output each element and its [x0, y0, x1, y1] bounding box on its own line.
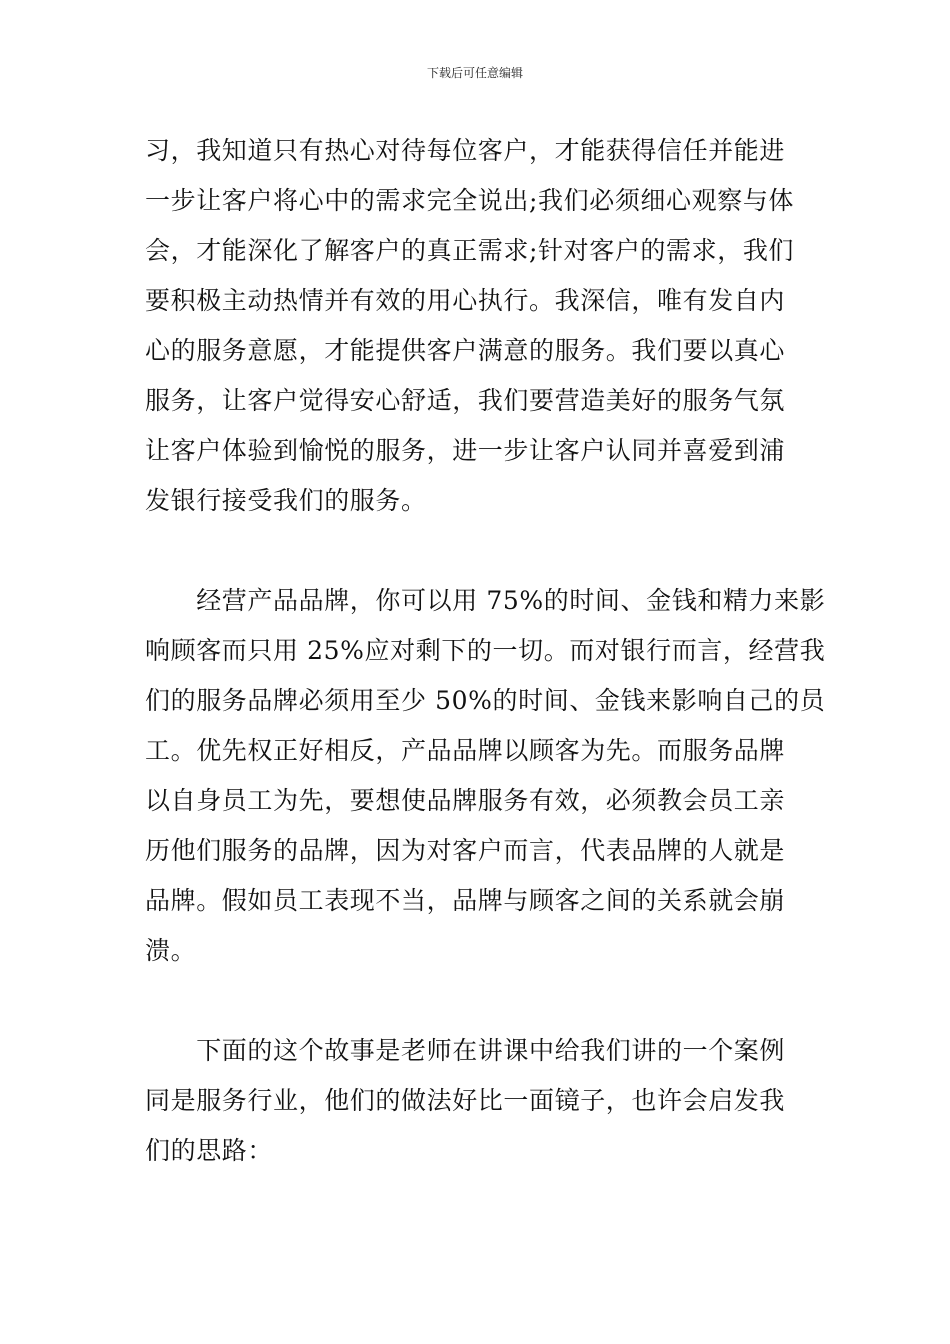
document-body: [145, 126, 826, 1176]
text-line: 工。优先权正好相反，产品品牌以顾客为先。而服务品牌: [145, 736, 786, 765]
text-line: 心的服务意愿，才能提供客户满意的服务。我们要以真心: [145, 336, 786, 365]
paragraph-service-attitude: [145, 126, 815, 526]
text-line: 品牌。假如员工表现不当，品牌与顾客之间的关系就会崩: [145, 886, 786, 915]
paragraph-story-intro: [145, 1026, 815, 1176]
text-line: 历他们服务的品牌，因为对客户而言，代表品牌的人就是: [145, 836, 786, 865]
text-line: 让客户体验到愉悦的服务，进一步让客户认同并喜爱到浦: [145, 436, 786, 465]
text-line: 响顾客而只用 25%应对剩下的一切。而对银行而言，经营我: [145, 636, 826, 665]
text-line: 以自身员工为先，要想使品牌服务有效，必须教会员工亲: [145, 786, 786, 815]
paragraph-gap: [145, 526, 815, 576]
text-line: 习，我知道只有热心对待每位客户，才能获得信任并能进: [145, 136, 786, 165]
text-line: 服务，让客户觉得安心舒适，我们要营造美好的服务气氛: [145, 386, 786, 415]
paragraph-service-brand: [145, 576, 826, 976]
text-line: 同是服务行业，他们的做法好比一面镜子，也许会启发我: [145, 1086, 786, 1115]
paragraph-gap: [145, 976, 815, 1026]
text-line: 经营产品品牌，你可以用 75%的时间、金钱和精力来影: [145, 586, 826, 615]
text-line: 要积极主动热情并有效的用心执行。我深信，唯有发自内: [145, 286, 786, 315]
page-header-note: 下载后可任意编辑: [426, 66, 523, 80]
text-line: 发银行接受我们的服务。: [145, 486, 427, 515]
text-line: 们的服务品牌必须用至少 50%的时间、金钱来影响自己的员: [145, 686, 826, 715]
text-line: 一步让客户将心中的需求完全说出;我们必须细心观察与体: [145, 186, 795, 215]
text-line: 们的思路：: [145, 1136, 274, 1165]
text-line: 会，才能深化了解客户的真正需求;针对客户的需求，我们: [145, 236, 795, 265]
text-line: 溃。: [145, 936, 197, 965]
text-line: 下面的这个故事是老师在讲课中给我们讲的一个案例: [145, 1036, 786, 1065]
